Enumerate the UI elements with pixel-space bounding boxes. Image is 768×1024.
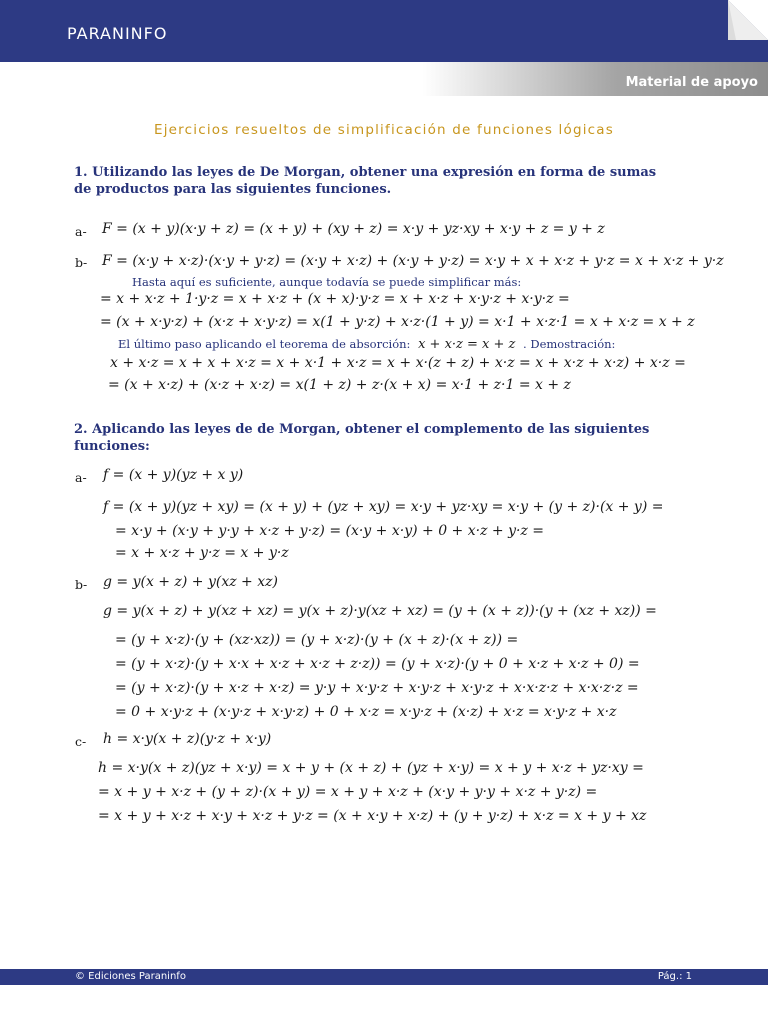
footer-copyright: © Ediciones Paraninfo	[75, 971, 186, 982]
equation-1b-line3: = (x + x·y·z) + (x·z + x·y·z) = x(1 + y·z) + x·z·(1 + y) = x·1 + x·z·1 = x + x·z = x + z	[100, 314, 695, 330]
equation-2a-line4: = x + x·z + y·z = x + y·z	[115, 545, 289, 561]
section-2-heading: 2. Aplicando las leyes de de Morgan, obtener el complemento de las siguientes funciones:	[74, 422, 650, 454]
item-b-label: b-	[75, 255, 88, 270]
band-label: Material de apoyo	[625, 75, 758, 90]
page-number: Pág.: 1	[657, 971, 692, 982]
equation-2b-line6: = 0 + x·y·z + (x·y·z + x·y·z) + 0 + x·z = x·y·z + (x·z) + x·z = x·y·z + x·z	[115, 704, 617, 720]
footer-bar	[0, 969, 768, 985]
brand-logo: PARANINFO	[67, 24, 168, 43]
item-2c-label: c-	[75, 734, 87, 749]
item-a-label: a-	[75, 224, 87, 239]
note-absorption-text: El último paso aplicando el teorema de absorción:	[118, 337, 411, 351]
support-material-band	[0, 62, 768, 96]
header-bar	[0, 0, 768, 62]
equation-2c: h = x·y(x + z)(y·z + x·y)	[103, 731, 272, 747]
equation-2c-line4: = x + y + x·z + x·y + x·z + y·z = (x + x·y + x·z) + (y + y·z) + x·z = x + y + xz	[98, 808, 647, 824]
equation-2b-line5: = (y + x·z)·(y + x·z + x·z) = y·y + x·y·z + x·y·z + x·y·z + x·x·z·z + x·x·z·z =	[115, 680, 639, 696]
equation-1b-line5: = (x + x·z) + (x·z + x·z) = x(1 + z) + z·(x + x) = x·1 + z·1 = x + z	[108, 377, 571, 393]
equation-1b: F = (x·y + x·z)·(x·y + y·z) = (x·y + x·z) + (x·y + y·z) = x·y + x + x·z + y·z = x + x·z + y·z	[102, 253, 724, 269]
equation-2b-line2: g = y(x + z) + y(xz + xz) = y(x + z)·y(xz + xz) = (y + (x + z))·(y + (xz + xz)) =	[103, 603, 657, 619]
equation-2b-line3: = (y + x·z)·(y + (xz·xz)) = (y + x·z)·(y + (x + z)·(x + z)) =	[115, 632, 519, 648]
section-1-heading: 1. Utilizando las leyes de De Morgan, obtener una expresión en forma de sumas de productos para las siguientes funciones.	[74, 165, 657, 197]
page-fold-icon	[728, 0, 768, 40]
equation-1b-line2: = x + x·z + 1·y·z = x + x·z + (x + x)·y·z = x + x·z + x·y·z + x·y·z =	[100, 291, 570, 307]
equation-2b-line4: = (y + x·z)·(y + x·x + x·z + x·z + z·z)) = (y + x·z)·(y + 0 + x·z + x·z + 0) =	[115, 656, 640, 672]
equation-1b-line4: x + x·z = x + x + x·z = x + x·1 + x·z = x + x·(z + z) + x·z = x + x·z + x·z) + x·z =	[110, 355, 686, 371]
absorption-equation: x + x·z = x + z	[418, 337, 516, 352]
equation-1a: F = (x + y)(x·y + z) = (x + y) + (xy + z) = x·y + yz·xy + x·y + z = y + z	[102, 221, 605, 237]
equation-2a-line2: f = (x + y)(yz + xy) = (x + y) + (yz + xy) = x·y + yz·xy = x·y + (y + z)·(x + y) =	[103, 499, 664, 515]
equation-2a: f = (x + y)(yz + x y)	[103, 467, 244, 483]
equation-2c-line2: h = x·y(x + z)(yz + x·y) = x + y + (x + z) + (yz + x·y) = x + y + x·z + yz·xy =	[98, 760, 644, 776]
item-2b-label: b-	[75, 577, 88, 592]
equation-2c-line3: = x + y + x·z + (y + z)·(x + y) = x + y + x·z + (x·y + y·y + x·z + y·z) =	[98, 784, 598, 800]
equation-2b: g = y(x + z) + y(xz + xz)	[103, 574, 278, 590]
page-title: Ejercicios resueltos de simplificación de funciones lógicas	[153, 122, 614, 138]
note-demo-text: . Demostración:	[523, 337, 616, 351]
equation-2a-line3: = x·y + (x·y + y·y + x·z + y·z) = (x·y + x·y) + 0 + x·z + y·z =	[115, 523, 544, 539]
note-simplify: Hasta aquí es suficiente, aunque todavía se puede simplificar más:	[132, 275, 522, 289]
note-absorption	[118, 337, 615, 352]
item-2a-label: a-	[75, 470, 87, 485]
